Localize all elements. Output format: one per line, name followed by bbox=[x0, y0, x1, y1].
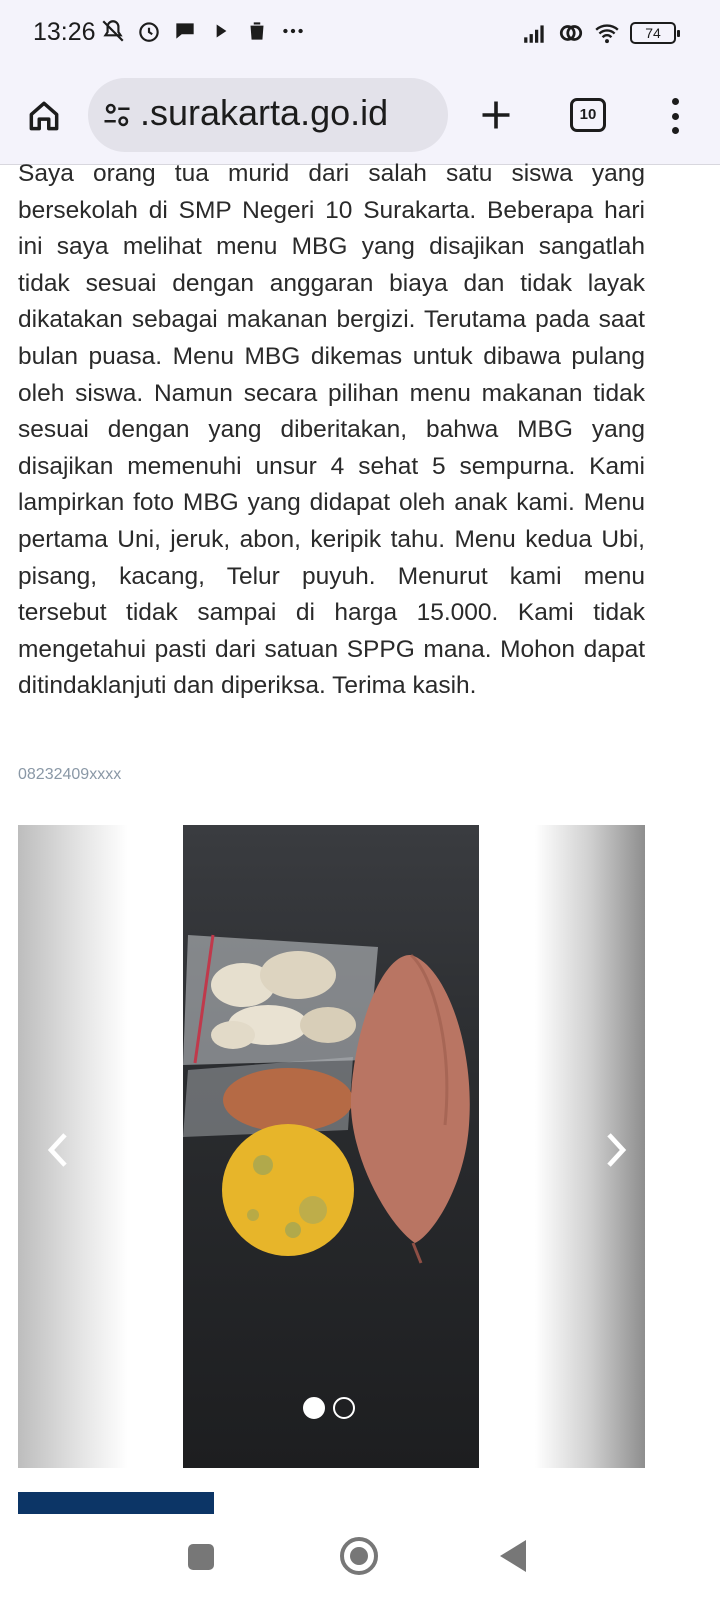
system-home-button[interactable] bbox=[340, 1537, 378, 1575]
delete-icon bbox=[244, 18, 270, 44]
link-icon bbox=[558, 20, 584, 46]
article-content bbox=[18, 156, 645, 705]
url-text[interactable] bbox=[140, 92, 388, 134]
carousel-dot-1[interactable] bbox=[303, 1397, 325, 1419]
status-icons-left bbox=[100, 18, 306, 44]
new-tab-button[interactable] bbox=[473, 92, 519, 138]
menu-dot bbox=[672, 113, 679, 120]
battery-icon: 74 bbox=[630, 22, 676, 44]
plus-icon bbox=[478, 97, 514, 133]
carousel-next-button[interactable] bbox=[596, 1125, 636, 1175]
url-domain: .surakarta.go.id bbox=[140, 92, 389, 133]
home-icon bbox=[25, 97, 63, 135]
tab-switcher-button[interactable]: 10 bbox=[570, 98, 606, 132]
recent-apps-button[interactable] bbox=[188, 1544, 214, 1570]
signal-icon bbox=[522, 20, 548, 46]
carousel-dot-2[interactable] bbox=[333, 1397, 355, 1419]
carousel-indicators bbox=[303, 1397, 355, 1419]
browser-toolbar bbox=[0, 70, 720, 165]
chat-icon bbox=[172, 18, 198, 44]
carousel-prev-button[interactable] bbox=[38, 1125, 78, 1175]
meal-photo bbox=[183, 825, 479, 1468]
browser-menu-button[interactable] bbox=[660, 94, 690, 138]
meal-photo-illustration bbox=[183, 825, 479, 1468]
wifi-icon bbox=[594, 20, 620, 46]
mute-icon bbox=[100, 18, 126, 44]
home-button[interactable] bbox=[22, 94, 66, 138]
back-button[interactable] bbox=[500, 1540, 526, 1572]
section-header-bar bbox=[18, 1492, 214, 1514]
play-icon bbox=[208, 18, 234, 44]
status-time: 13:26 bbox=[33, 18, 96, 46]
chevron-right-icon bbox=[602, 1130, 630, 1170]
site-settings-icon[interactable] bbox=[102, 100, 132, 130]
reporter-phone: 08232409xxxx bbox=[18, 766, 122, 783]
chevron-left-icon bbox=[44, 1130, 72, 1170]
more-icon bbox=[280, 18, 306, 44]
menu-dot bbox=[672, 127, 679, 134]
status-icons-right bbox=[522, 20, 620, 46]
system-navigation-bar bbox=[0, 1516, 720, 1600]
alarm-icon bbox=[136, 18, 162, 44]
photo-carousel[interactable] bbox=[18, 825, 645, 1468]
complaint-text: Saya orang tua murid dari salah satu siswa yang bersekolah di SMP Negeri 10 Surakarta. Beberapa hari ini saya melihat menu MBG yang disajikan sangatlah tidak sesuai dengan anggaran biaya dan tidak layak dikatakan sebagai makanan bergizi. Terutama pada saat bulan puasa. Menu MBG dikemas untuk dibawa pulang oleh siswa. Namun secara pilihan menu makanan tidak sesuai dengan yang diberitakan, bahwa MBG yang disajikan memenuhi unsur 4 sehat 5 sempurna. Kami lampirkan foto MBG yang didapat oleh anak kami. Menu pertama Uni, jeruk, abon, keripik tahu. Menu kedua Ubi, pisang, kacang, Telur puyuh. Menurut kami menu tersebut tidak sampai di harga 15.000. Kami tidak mengetahui pasti dari satuan SPPG mana. Mohon dapat ditindaklanjuti dan diperiksa. Terima kasih. bbox=[18, 160, 645, 700]
status-bar bbox=[0, 0, 720, 70]
menu-dot bbox=[672, 98, 679, 105]
